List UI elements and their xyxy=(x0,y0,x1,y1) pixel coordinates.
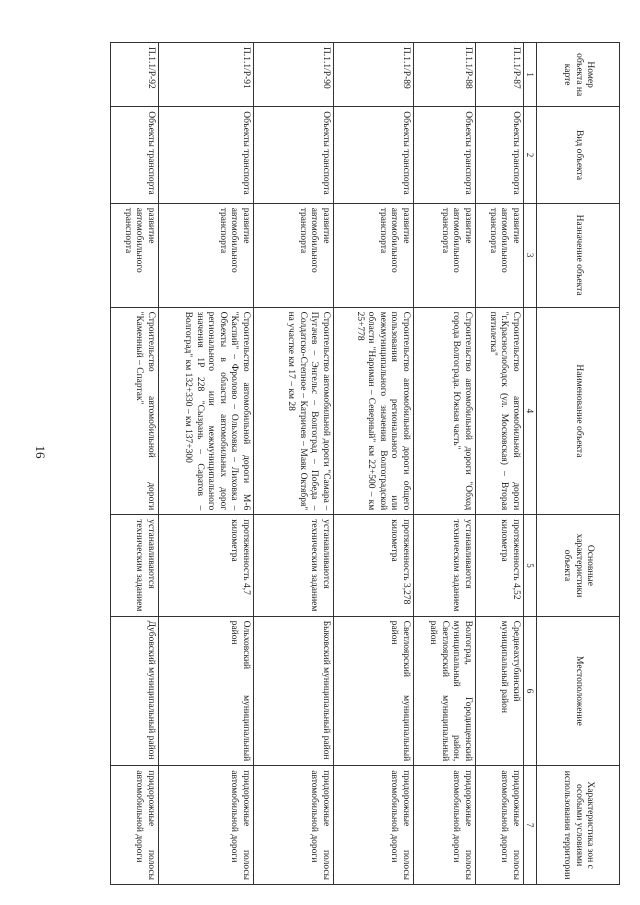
object-purpose: развитие автомобильного транспорта xyxy=(254,203,334,307)
object-location: Дубовский муниципальный район xyxy=(111,616,159,766)
object-characteristics: устанавливаются техническим заданием xyxy=(414,515,476,616)
object-type: Объекты транспорта xyxy=(414,107,476,203)
column-number: 7 xyxy=(524,766,537,885)
object-characteristics: устанавливаются техническим заданием xyxy=(254,515,334,616)
header-cell: Основные характеристики объекта xyxy=(537,515,620,616)
column-number: 1 xyxy=(524,43,537,107)
object-zones: придорожные полосы автомобильной дороги xyxy=(334,766,414,885)
header-cell: Местоположение xyxy=(537,616,620,766)
object-zones: придорожные полосы автомобильной дороги xyxy=(414,766,476,885)
object-purpose: развитие автомобильного транспорта xyxy=(414,203,476,307)
object-zones: придорожные полосы автомобильной дороги xyxy=(254,766,334,885)
object-location: Ольховский муниципальный район xyxy=(159,616,254,766)
object-number: П.1.1/Р-89 xyxy=(334,43,414,107)
table-row xyxy=(254,43,334,885)
object-number: П.1.1/Р-91 xyxy=(159,43,254,107)
object-purpose: развитие автомобильного транспорта xyxy=(159,203,254,307)
object-number: П.1.1/Р-90 xyxy=(254,43,334,107)
column-number: 5 xyxy=(524,515,537,616)
table-row xyxy=(414,43,476,885)
header-cell: Вид объекта xyxy=(537,107,620,203)
table-row xyxy=(476,43,524,885)
object-name: Строительство автомобильной дороги "Обход города Волгограда. Южная часть" xyxy=(414,307,476,515)
column-number: 4 xyxy=(524,307,537,515)
object-purpose: развитие автомобильного транспорта xyxy=(111,203,159,307)
object-name: Строительство автомобильной дороги "Самара – Пугачев – Энгельс – Волгоград – Победа – Солдатско-Степное – Катричев – Маяк Октября" на участке км 17 – км 28 xyxy=(254,307,334,515)
object-number: П.1.1/Р-87 xyxy=(476,43,524,107)
object-name: Строительство автомобильной дороги "Каменный – Спартак" xyxy=(111,307,159,515)
object-name: Строительство автомобильной дороги общего пользования регионального или межмуниципального значения Волгоградской области "Нариман – Северный" км 22+500 – км 25+778 xyxy=(334,307,414,515)
object-type: Объекты транспорта xyxy=(111,107,159,203)
objects-table xyxy=(110,42,620,885)
table-row xyxy=(159,43,254,885)
object-characteristics: протяженность 4,7 километра xyxy=(159,515,254,616)
object-zones: придорожные полосы автомобильной дороги xyxy=(159,766,254,885)
header-cell: Номер объекта на карте xyxy=(537,43,620,107)
object-location: Волгоград, Городищенский муниципальный район, Светлоярский муниципальный район xyxy=(414,616,476,766)
column-number: 2 xyxy=(524,107,537,203)
object-zones: придорожные полосы автомобильной дороги xyxy=(476,766,524,885)
table-row xyxy=(111,43,159,885)
header-cell: Наименование объекта xyxy=(537,307,620,515)
header-cell: Назначение объекта xyxy=(537,203,620,307)
object-purpose: развитие автомобильного транспорта xyxy=(334,203,414,307)
object-number: П.1.1/Р-92 xyxy=(111,43,159,107)
object-type: Объекты транспорта xyxy=(159,107,254,203)
object-type: Объекты транспорта xyxy=(254,107,334,203)
object-name: Строительство автомобильной дороги "г.Краснослободск (ул. Московская) – Вторая пятилетка" xyxy=(476,307,524,515)
object-zones: придорожные полосы автомобильной дороги xyxy=(111,766,159,885)
column-number: 6 xyxy=(524,616,537,766)
object-characteristics: устанавливаются техническим заданием xyxy=(111,515,159,616)
rotated-table-area xyxy=(60,42,620,885)
table-header-row xyxy=(537,43,620,885)
object-type: Объекты транспорта xyxy=(334,107,414,203)
object-number: П.1.1/Р-88 xyxy=(414,43,476,107)
object-location: Быковский муниципальный район xyxy=(254,616,334,766)
object-location: Светлоярский муниципальный район xyxy=(334,616,414,766)
object-characteristics: протяженность 4,52 километра xyxy=(476,515,524,616)
object-characteristics: протяженность 3,278 километра xyxy=(334,515,414,616)
object-name: Строительство автомобильной дороги М-6 "Каспий" – Фролово – Ольховка – Лиховка – Объекты в области автомобильных дорог регионального или межмуниципального значения 1Р 228 "Сызрань – Саратов – Волгоград" км 132+330 – км 137+300 xyxy=(159,307,254,515)
column-number: 3 xyxy=(524,203,537,307)
object-type: Объекты транспорта xyxy=(476,107,524,203)
page-number: 16 xyxy=(33,445,48,459)
header-cell: Характеристика зон с особыми условиями использования территории xyxy=(537,766,620,885)
column-number-row xyxy=(524,43,537,885)
object-location: Среднеахтубинский муниципальный район xyxy=(476,616,524,766)
table-row xyxy=(334,43,414,885)
object-purpose: развитие автомобильного транспорта xyxy=(476,203,524,307)
